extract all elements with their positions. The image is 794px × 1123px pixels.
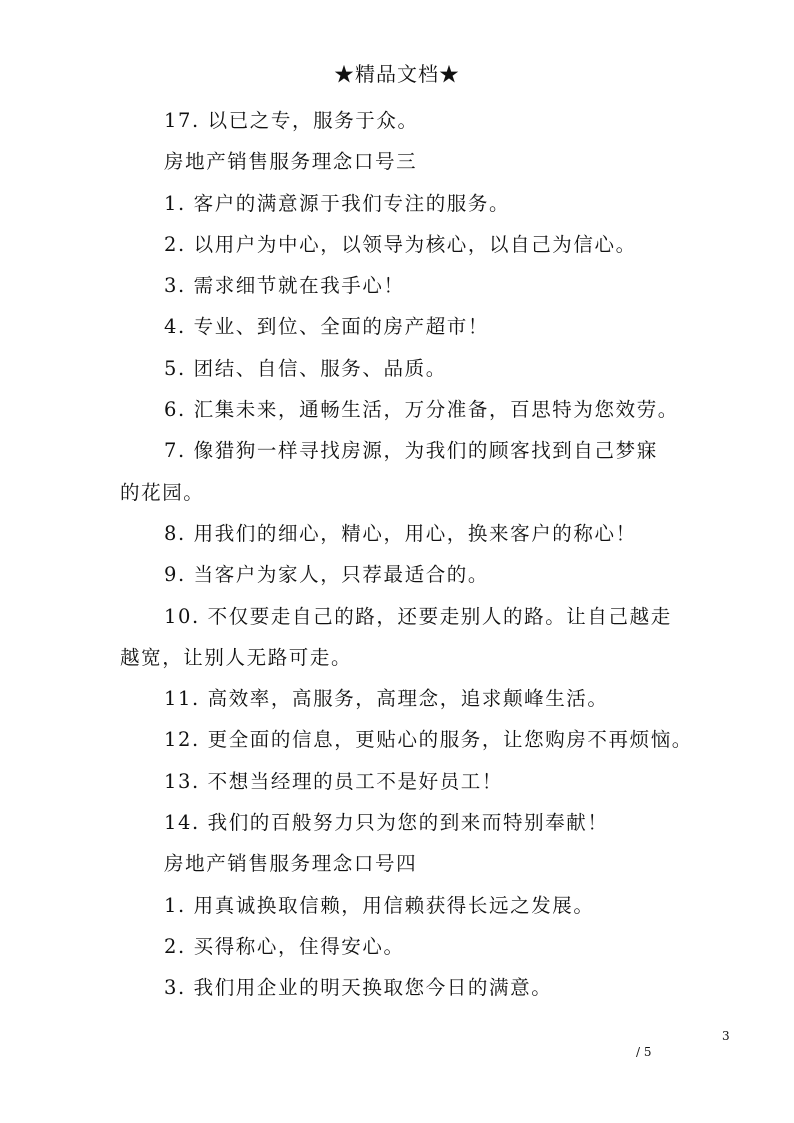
document-body (120, 100, 693, 1009)
text-line: 房地产销售服务理念口号四 (164, 852, 418, 876)
text-line: 10. 不仅要走自己的路，还要走别人的路。让自己越走 (164, 604, 672, 628)
text-line: 4. 专业、到位、全面的房产超市！ (164, 315, 490, 339)
document-header: ★精品文档★ (334, 62, 460, 86)
text-line: 3. 我们用企业的明天换取您今日的满意。 (164, 976, 553, 1000)
text-line: 5. 团结、自信、服务、品质。 (164, 356, 447, 380)
text-line: 6. 汇集未来，通畅生活，万分准备，百思特为您效劳。 (164, 398, 679, 422)
page-total: / 5 (636, 1045, 652, 1059)
text-line: 1. 用真诚换取信赖，用信赖获得长远之发展。 (164, 893, 595, 917)
text-line: 13. 不想当经理的员工不是好员工！ (164, 769, 504, 793)
text-line: 8. 用我们的细心，精心，用心，换来客户的称心！ (164, 521, 637, 545)
text-line: 2. 以用户为中心，以领导为核心，以自己为信心。 (164, 232, 637, 256)
text-line: 17. 以已之专，服务于众。 (164, 109, 419, 132)
text-line: 14. 我们的百般努力只为您的到来而特别奉献！ (164, 811, 609, 835)
text-line: 的花园。 (120, 480, 205, 504)
text-line: 12. 更全面的信息，更贴心的服务，让您购房不再烦恼。 (164, 728, 693, 752)
text-line: 11. 高效率，高服务，高理念，追求颠峰生活。 (164, 687, 609, 711)
text-line: 3. 需求细节就在我手心！ (164, 274, 405, 298)
text-line: 2. 买得称心，住得安心。 (164, 934, 405, 958)
text-line: 1. 客户的满意源于我们专注的服务。 (164, 191, 511, 215)
page-number: 3 (722, 1029, 730, 1043)
text-line: 7. 像猎狗一样寻找房源，为我们的顾客找到自己梦寐 (164, 439, 658, 463)
text-line: 房地产销售服务理念口号三 (164, 150, 418, 174)
text-line: 越宽，让别人无路可走。 (120, 645, 353, 669)
text-line: 9. 当客户为家人，只荐最适合的。 (164, 563, 490, 587)
